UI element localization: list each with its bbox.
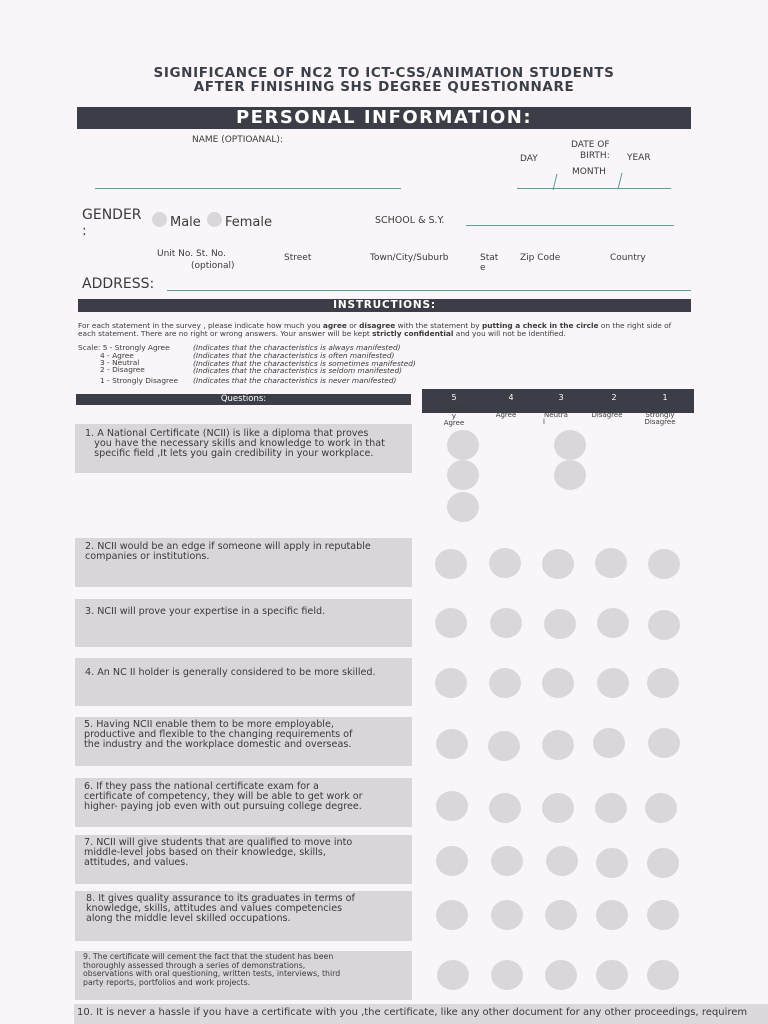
q7-option-4-circle[interactable] — [491, 846, 523, 876]
q5-option-4-circle[interactable] — [488, 731, 520, 761]
q3-option-2-circle[interactable] — [597, 608, 629, 638]
q5-option-2-circle[interactable] — [593, 728, 625, 758]
scale-label-3: 3 - Neutral — [100, 358, 140, 367]
address-field[interactable] — [167, 290, 691, 291]
dob-label-line1: DATE OF — [571, 140, 610, 150]
rating-label-3: Neutra l — [543, 411, 568, 426]
q2-option-1-circle[interactable] — [648, 549, 680, 579]
question-1 — [75, 424, 412, 473]
q7-option-3-circle[interactable] — [546, 846, 578, 876]
address-unit-optional-label: (optional) — [191, 261, 235, 271]
q9-option-4-circle[interactable] — [491, 960, 523, 990]
question-2-text: 2. NCII would be an edge if someone will apply in reputable companies or institutions. — [85, 541, 371, 562]
dob-label-line2: BIRTH: — [580, 151, 610, 161]
q4-option-1-circle[interactable] — [647, 668, 679, 698]
q3-option-5-circle[interactable] — [435, 608, 467, 638]
q5-option-3-circle[interactable] — [542, 730, 574, 760]
question-9-text: 9. The certificate will cement the fact that the student has been thoroughly assessed through a series of demonstrations, observations with oral questioning, written tests, interviews, third party reports, portfolios and work projects. — [83, 952, 341, 987]
q1-option-3-circle[interactable] — [554, 430, 586, 460]
q5-option-1-circle[interactable] — [648, 728, 680, 758]
survey-title-line1: SIGNIFICANCE OF NC2 TO ICT-CSS/ANIMATION STUDENTS — [153, 65, 615, 81]
female-label: Female — [225, 215, 273, 230]
q2-option-5-circle[interactable] — [435, 549, 467, 579]
scale-desc-1: (Indicates that the characteristics is never manifested) — [193, 376, 397, 385]
question-1-text: 1. A National Certificate (NCII) is like a diploma that proves you have the necessary skills and knowledge to work in that specific field ,It lets you gain credibility in your workplace. — [85, 428, 385, 459]
rating-header-2: 2 — [611, 393, 617, 402]
address-town-label: Town/City/Suburb — [370, 253, 449, 263]
q8-option-1-circle[interactable] — [647, 900, 679, 930]
rating-header-3: 3 — [558, 393, 564, 402]
q6-option-5-circle[interactable] — [436, 791, 468, 821]
month-label: MONTH — [572, 167, 606, 177]
q9-option-5-circle[interactable] — [437, 960, 469, 990]
scale-label-1: 1 - Strongly Disagree — [100, 376, 178, 385]
question-3 — [75, 599, 412, 647]
address-zip-label: Zip Code — [520, 253, 561, 263]
q1-option-5-circle[interactable] — [447, 430, 479, 460]
question-3-text: 3. NCII will prove your expertise in a specific field. — [85, 606, 326, 617]
address-unit-label: Unit No. St. No. — [157, 249, 226, 259]
day-label: DAY — [520, 154, 538, 164]
dob-separator-1 — [550, 173, 560, 191]
question-5 — [75, 717, 412, 766]
question-7-text: 7. NCII will give students that are qualified to move into middle-level jobs based on their knowledge, skills, attitudes, and values. — [84, 837, 353, 868]
q6-option-2-circle[interactable] — [595, 793, 627, 823]
male-radio[interactable] — [152, 212, 167, 227]
question-6-text: 6. If they pass the national certificate exam for a certificate of competency, they will be able to get work or higher- paying job even with out pursuing college degree. — [84, 781, 363, 812]
question-8-text: 8. It gives quality assurance to its graduates in terms of knowledge, skills, attitudes and values competencies along the middle level skilled occupations. — [86, 893, 355, 924]
q6-option-3-circle[interactable] — [542, 793, 574, 823]
question-5-text: 5. Having NCII enable them to be more employable, productive and flexible to the changing requirements of the industry and the workplace domestic and overseas. — [84, 719, 353, 750]
q2-option-2-circle[interactable] — [595, 548, 627, 578]
q9-option-2-circle[interactable] — [596, 960, 628, 990]
address-state-label-cont: e — [480, 263, 486, 273]
address-label: ADDRESS: — [82, 276, 155, 292]
q8-option-5-circle[interactable] — [436, 900, 468, 930]
q6-option-4-circle[interactable] — [489, 793, 521, 823]
q2-option-3-circle[interactable] — [542, 549, 574, 579]
q4-option-4-circle[interactable] — [489, 668, 521, 698]
school-label: SCHOOL & S.Y. — [375, 215, 445, 226]
question-6 — [75, 778, 412, 827]
q4-option-5-circle[interactable] — [435, 668, 467, 698]
question-4-text: 4. An NC II holder is generally considered to be more skilled. — [85, 667, 376, 678]
year-label: YEAR — [627, 153, 651, 163]
male-label: Male — [170, 215, 201, 230]
rating-header-1: 1 — [662, 393, 668, 402]
q4-option-3-circle[interactable] — [542, 668, 574, 698]
rating-label-5: Strongl y Agree — [441, 405, 467, 427]
name-label: NAME (OPTIOANAL): — [192, 135, 283, 145]
rating-label-4: Agree — [495, 411, 517, 419]
question-10-text: 10. It is never a hassle if you have a certificate with you ,the certificate, like any other document for any other proceedings, requirem — [77, 1007, 748, 1018]
scale-desc-4: (Indicates that the characteristics is often manifested) — [193, 351, 395, 360]
q7-option-5-circle[interactable] — [436, 846, 468, 876]
q7-option-1-circle[interactable] — [647, 848, 679, 878]
dob-field[interactable] — [517, 188, 671, 189]
address-country-label: Country — [610, 253, 646, 263]
survey-title-line2: AFTER FINISHING SHS DEGREE QUESTIONNARE — [193, 79, 575, 95]
q6-option-1-circle[interactable] — [645, 793, 677, 823]
school-field[interactable] — [466, 225, 674, 226]
q2-option-4-circle[interactable] — [489, 548, 521, 578]
q9-option-3-circle[interactable] — [545, 960, 577, 990]
gender-colon: : — [82, 223, 87, 239]
q5-option-5-circle[interactable] — [436, 729, 468, 759]
q3-option-3-circle[interactable] — [544, 609, 576, 639]
q9-option-1-circle[interactable] — [647, 960, 679, 990]
scale-desc-5: (Indicates that the characteristics is always manifested) — [193, 343, 401, 352]
instructions-text-line2: each statement. There are no right or wrong answers. Your answer will be kept strictly confidential and you will not be identified. — [78, 329, 566, 338]
q1-option-4-circle[interactable] — [447, 460, 479, 490]
address-state-label: Stat — [480, 253, 499, 263]
name-field[interactable] — [95, 188, 401, 189]
question-10 — [74, 1004, 768, 1024]
q8-option-2-circle[interactable] — [596, 900, 628, 930]
instructions-heading: INSTRUCTIONS: — [78, 299, 691, 312]
gender-label: GENDER — [82, 207, 142, 223]
question-8 — [75, 891, 412, 941]
dob-separator-2 — [615, 172, 625, 190]
questions-header: Questions: — [76, 394, 411, 405]
scale-desc-2: (Indicates that the characteristics is seldom manifested) — [193, 366, 403, 375]
question-9 — [75, 951, 412, 1000]
q7-option-2-circle[interactable] — [596, 848, 628, 878]
female-radio[interactable] — [207, 212, 222, 227]
address-street-label: Street — [284, 253, 312, 263]
q3-option-1-circle[interactable] — [648, 610, 680, 640]
q1-option-1-circle[interactable] — [447, 492, 479, 522]
scale-label-4: 4 - Agree — [100, 351, 134, 360]
question-7 — [75, 835, 412, 884]
rating-label-2: Disagree — [591, 411, 623, 419]
q4-option-2-circle[interactable] — [597, 668, 629, 698]
question-2 — [75, 538, 412, 587]
rating-header-5: 5 — [451, 393, 457, 402]
rating-label-1: Strongly Disagree — [644, 411, 676, 426]
personal-info-heading: PERSONAL INFORMATION: — [77, 107, 691, 129]
scale-label-5: Scale: 5 - Strongly Agree — [78, 343, 170, 352]
rating-header-4: 4 — [508, 393, 514, 402]
q1-option-2-circle[interactable] — [554, 460, 586, 490]
q8-option-3-circle[interactable] — [545, 900, 577, 930]
scale-label-2: 2 - Disagree — [100, 365, 145, 374]
q3-option-4-circle[interactable] — [490, 608, 522, 638]
question-4 — [75, 658, 412, 706]
instructions-text-line1: For each statement in the survey , please indicate how much you agree or disagree with the statement by putting a check in the circle on the right side of — [78, 321, 672, 330]
q8-option-4-circle[interactable] — [491, 900, 523, 930]
scale-desc-3: (Indicates that the characteristics is sometimes manifested) — [193, 359, 416, 368]
